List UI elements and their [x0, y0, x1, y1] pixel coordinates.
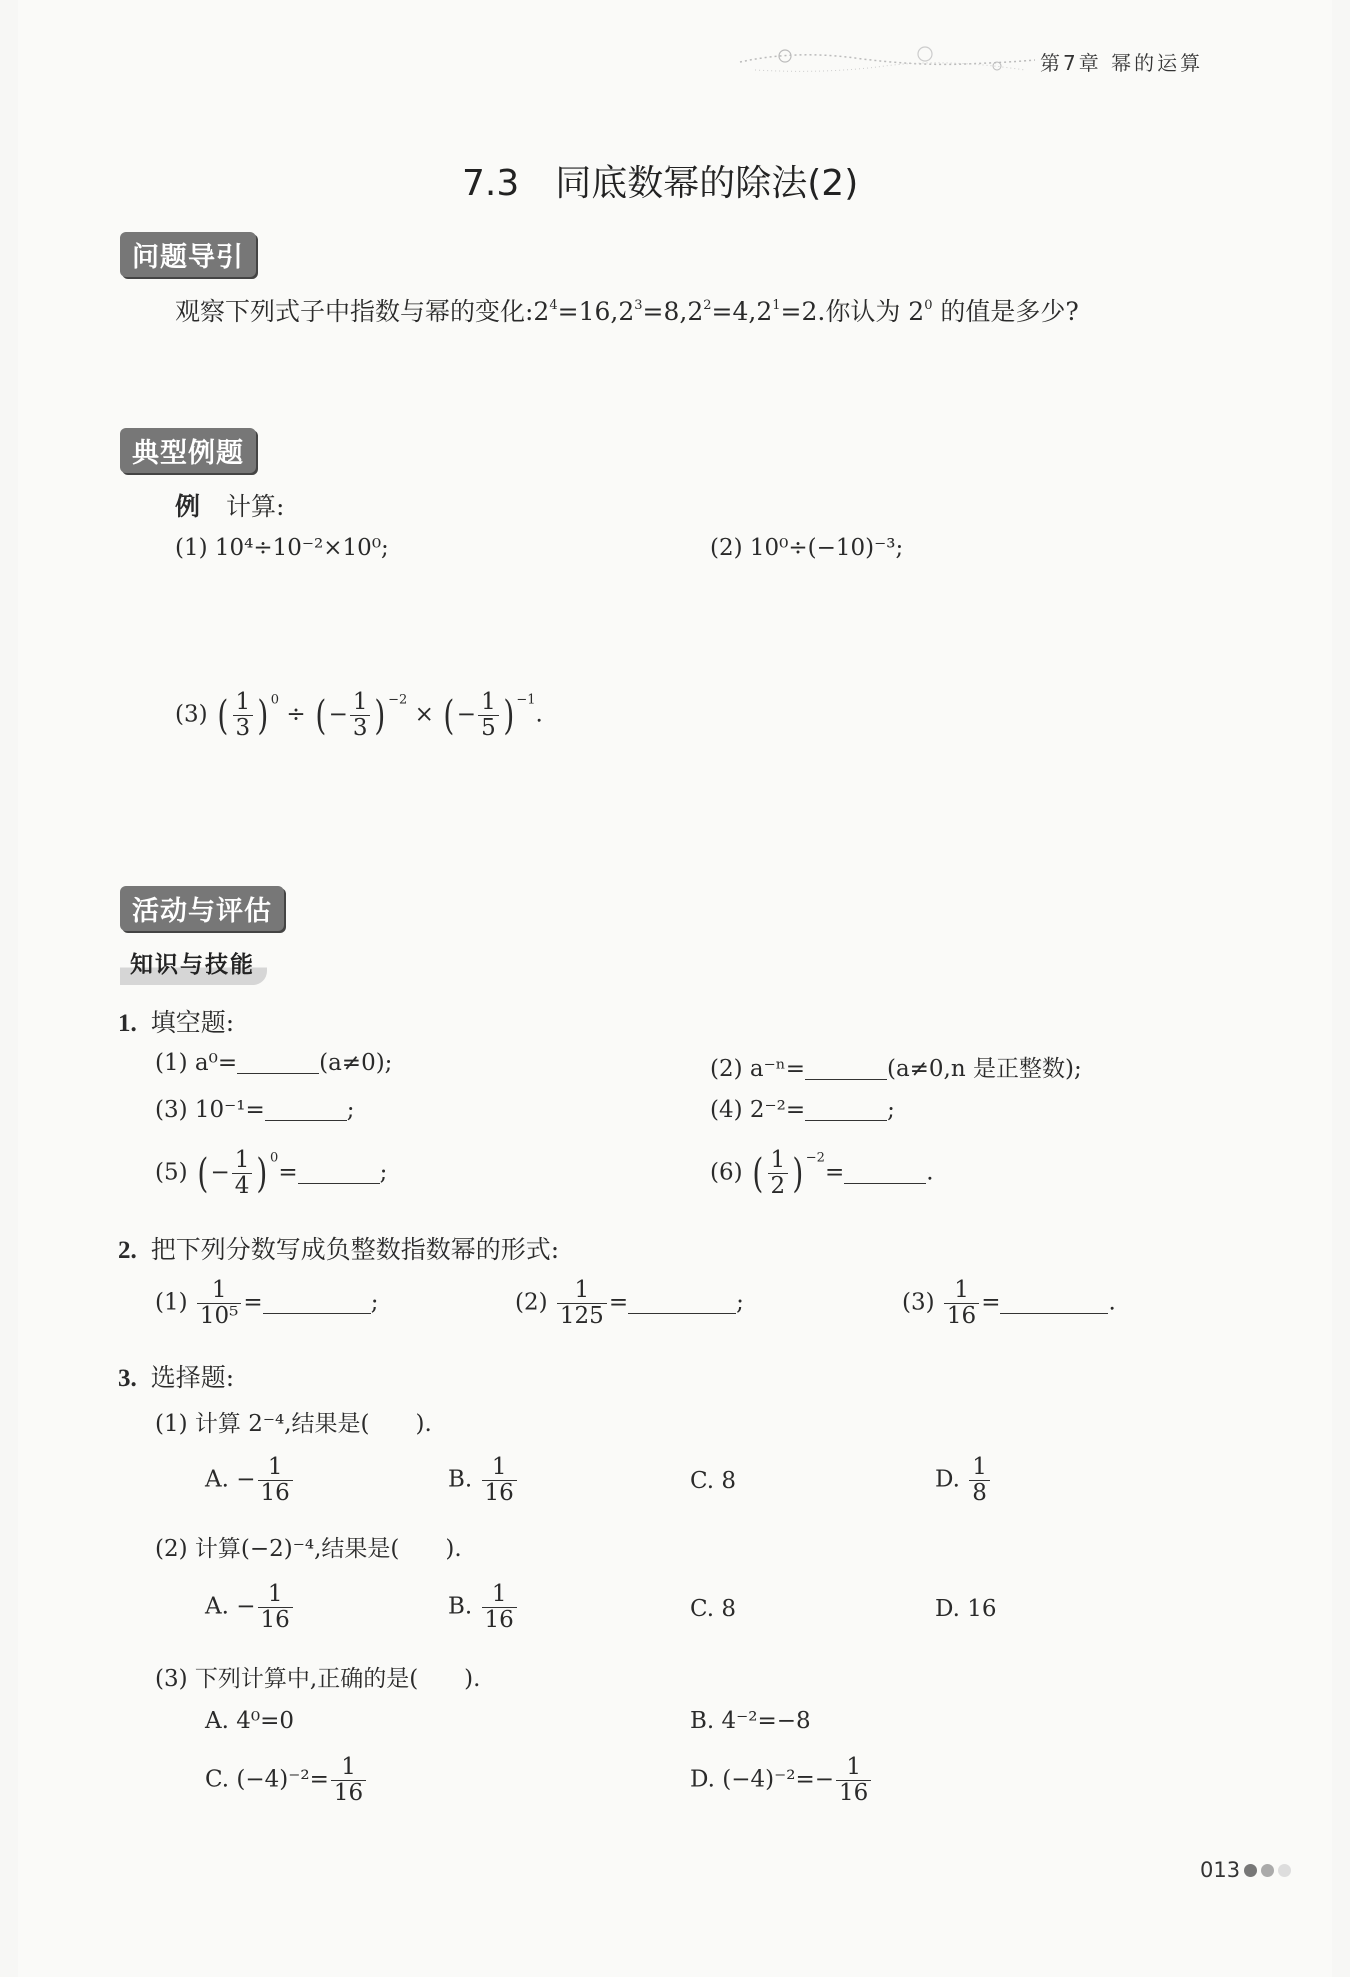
section-tag-guide: 问题导引: [120, 232, 256, 277]
fill-item-1: (1) a⁰= (a≠0);: [155, 1050, 393, 1076]
choice-q3: (3) 下列计算中,正确的是( ).: [155, 1666, 481, 1692]
fraction-one-third: $\frac{1}{3}$: [233, 690, 254, 741]
dot-icon: [1278, 1864, 1291, 1877]
fraction-one-half: $\frac{1}{2}$: [768, 1148, 789, 1199]
example-prompt: 计算:: [225, 492, 285, 521]
example-q1: (1) 10⁴÷10⁻²×10⁰;: [175, 535, 389, 561]
answer-blank[interactable]: [298, 1161, 380, 1184]
choice-q3-option-d[interactable]: D. (−4)⁻²=− $\frac{1}{16}$: [690, 1755, 873, 1806]
fill-item-5: (5) ( − $\frac{1}{4}$ ) $^0$= ;: [155, 1147, 388, 1199]
example-label: 例: [175, 494, 201, 521]
convert-item-3: (3) $\frac{1}{16}$ = .: [902, 1277, 1116, 1329]
dot-icon: [1244, 1864, 1257, 1877]
answer-blank[interactable]: [805, 1057, 887, 1080]
page-number: 013: [1200, 1858, 1291, 1882]
answer-blank[interactable]: [265, 1098, 347, 1121]
fill-item-2: (2) a⁻ⁿ= (a≠0,n 是正整数);: [710, 1056, 1082, 1082]
page-title: 7.3 同底数幂的除法(2): [462, 163, 859, 204]
header-decoration: [735, 40, 1035, 80]
choice-q2-option-d[interactable]: D. 16: [935, 1596, 997, 1622]
problem-2-title: 2. 把下列分数写成负整数指数幂的形式:: [118, 1235, 560, 1264]
fill-item-4: (4) 2⁻²= ;: [710, 1097, 895, 1123]
guide-text: 观察下列式子中指数与幂的变化$:2^4=16,2^3=8,2^2=4,2^1=2$.你认为 $2^0$ 的值是多少?: [175, 297, 1079, 326]
problem-3-title: 3. 选择题:: [118, 1363, 235, 1392]
subsection-tag-skills: 知识与技能: [120, 946, 267, 985]
fill-item-3: (3) 10⁻¹= ;: [155, 1097, 355, 1123]
choice-q1-option-c[interactable]: C. 8: [690, 1468, 737, 1494]
dot-icon: [1261, 1864, 1274, 1877]
fill-item-6: (6) ( $\frac{1}{2}$ ) $^{-2}$= .: [710, 1147, 934, 1199]
choice-q2-option-c[interactable]: C. 8: [690, 1596, 737, 1622]
example-q3: (3) ( $\frac{1}{3}$ ) $^0$ ÷ ( − $\frac{1}{3}$ ) $^{-2}$ × ( − $\frac{1}{5}$ ) $^{-1}$.: [175, 689, 543, 741]
choice-q1: (1) 计算 2⁻⁴,结果是( ).: [155, 1411, 432, 1437]
chapter-header: 第7章 幂的运算: [1040, 51, 1204, 75]
answer-blank[interactable]: [263, 1291, 371, 1314]
answer-blank[interactable]: [844, 1161, 926, 1184]
choice-q3-option-c[interactable]: C. (−4)⁻²= $\frac{1}{16}$: [205, 1755, 368, 1806]
answer-blank[interactable]: [237, 1051, 319, 1074]
fraction-one-over-16: $\frac{1}{16}$: [944, 1278, 979, 1329]
convert-item-2: (2) $\frac{1}{125}$ = ;: [515, 1277, 744, 1329]
choice-q2: (2) 计算(−2)⁻⁴,结果是( ).: [155, 1536, 462, 1562]
example-heading: [175, 487, 284, 523]
choice-q2-option-a[interactable]: A. − $\frac{1}{16}$: [205, 1582, 295, 1633]
convert-item-1: (1) $\frac{1}{\text{10⁵}}$ = ;: [155, 1277, 379, 1329]
choice-q2-option-b[interactable]: B. $\frac{1}{16}$: [448, 1582, 519, 1633]
example-q2: (2) 10⁰÷(−10)⁻³;: [710, 535, 904, 561]
fraction-one-fifth: $\frac{1}{5}$: [478, 690, 499, 741]
choice-q3-option-b[interactable]: B. 4⁻²=−8: [690, 1708, 811, 1734]
fraction-one-fourth: $\frac{1}{4}$: [232, 1148, 253, 1199]
choice-q1-option-b[interactable]: B. $\frac{1}{16}$: [448, 1455, 519, 1506]
choice-q1-option-d[interactable]: D. $\frac{1}{8}$: [935, 1455, 992, 1506]
problem-1-title: 1. 填空题:: [118, 1008, 235, 1037]
section-tag-examples: 典型例题: [120, 428, 256, 473]
fraction-one-over-10-pow-5: $\frac{1}{\text{10⁵}}$: [197, 1278, 242, 1329]
choice-q3-option-a[interactable]: A. 4⁰=0: [205, 1708, 294, 1734]
choice-q1-option-a[interactable]: A. − $\frac{1}{16}$: [205, 1455, 295, 1506]
fraction-one-third: $\frac{1}{3}$: [350, 690, 371, 741]
answer-blank[interactable]: [1000, 1291, 1108, 1314]
answer-blank[interactable]: [805, 1098, 887, 1121]
section-tag-activity: 活动与评估: [120, 886, 284, 931]
answer-blank[interactable]: [628, 1291, 736, 1314]
fraction-one-over-125: $\frac{1}{125}$: [557, 1278, 607, 1329]
